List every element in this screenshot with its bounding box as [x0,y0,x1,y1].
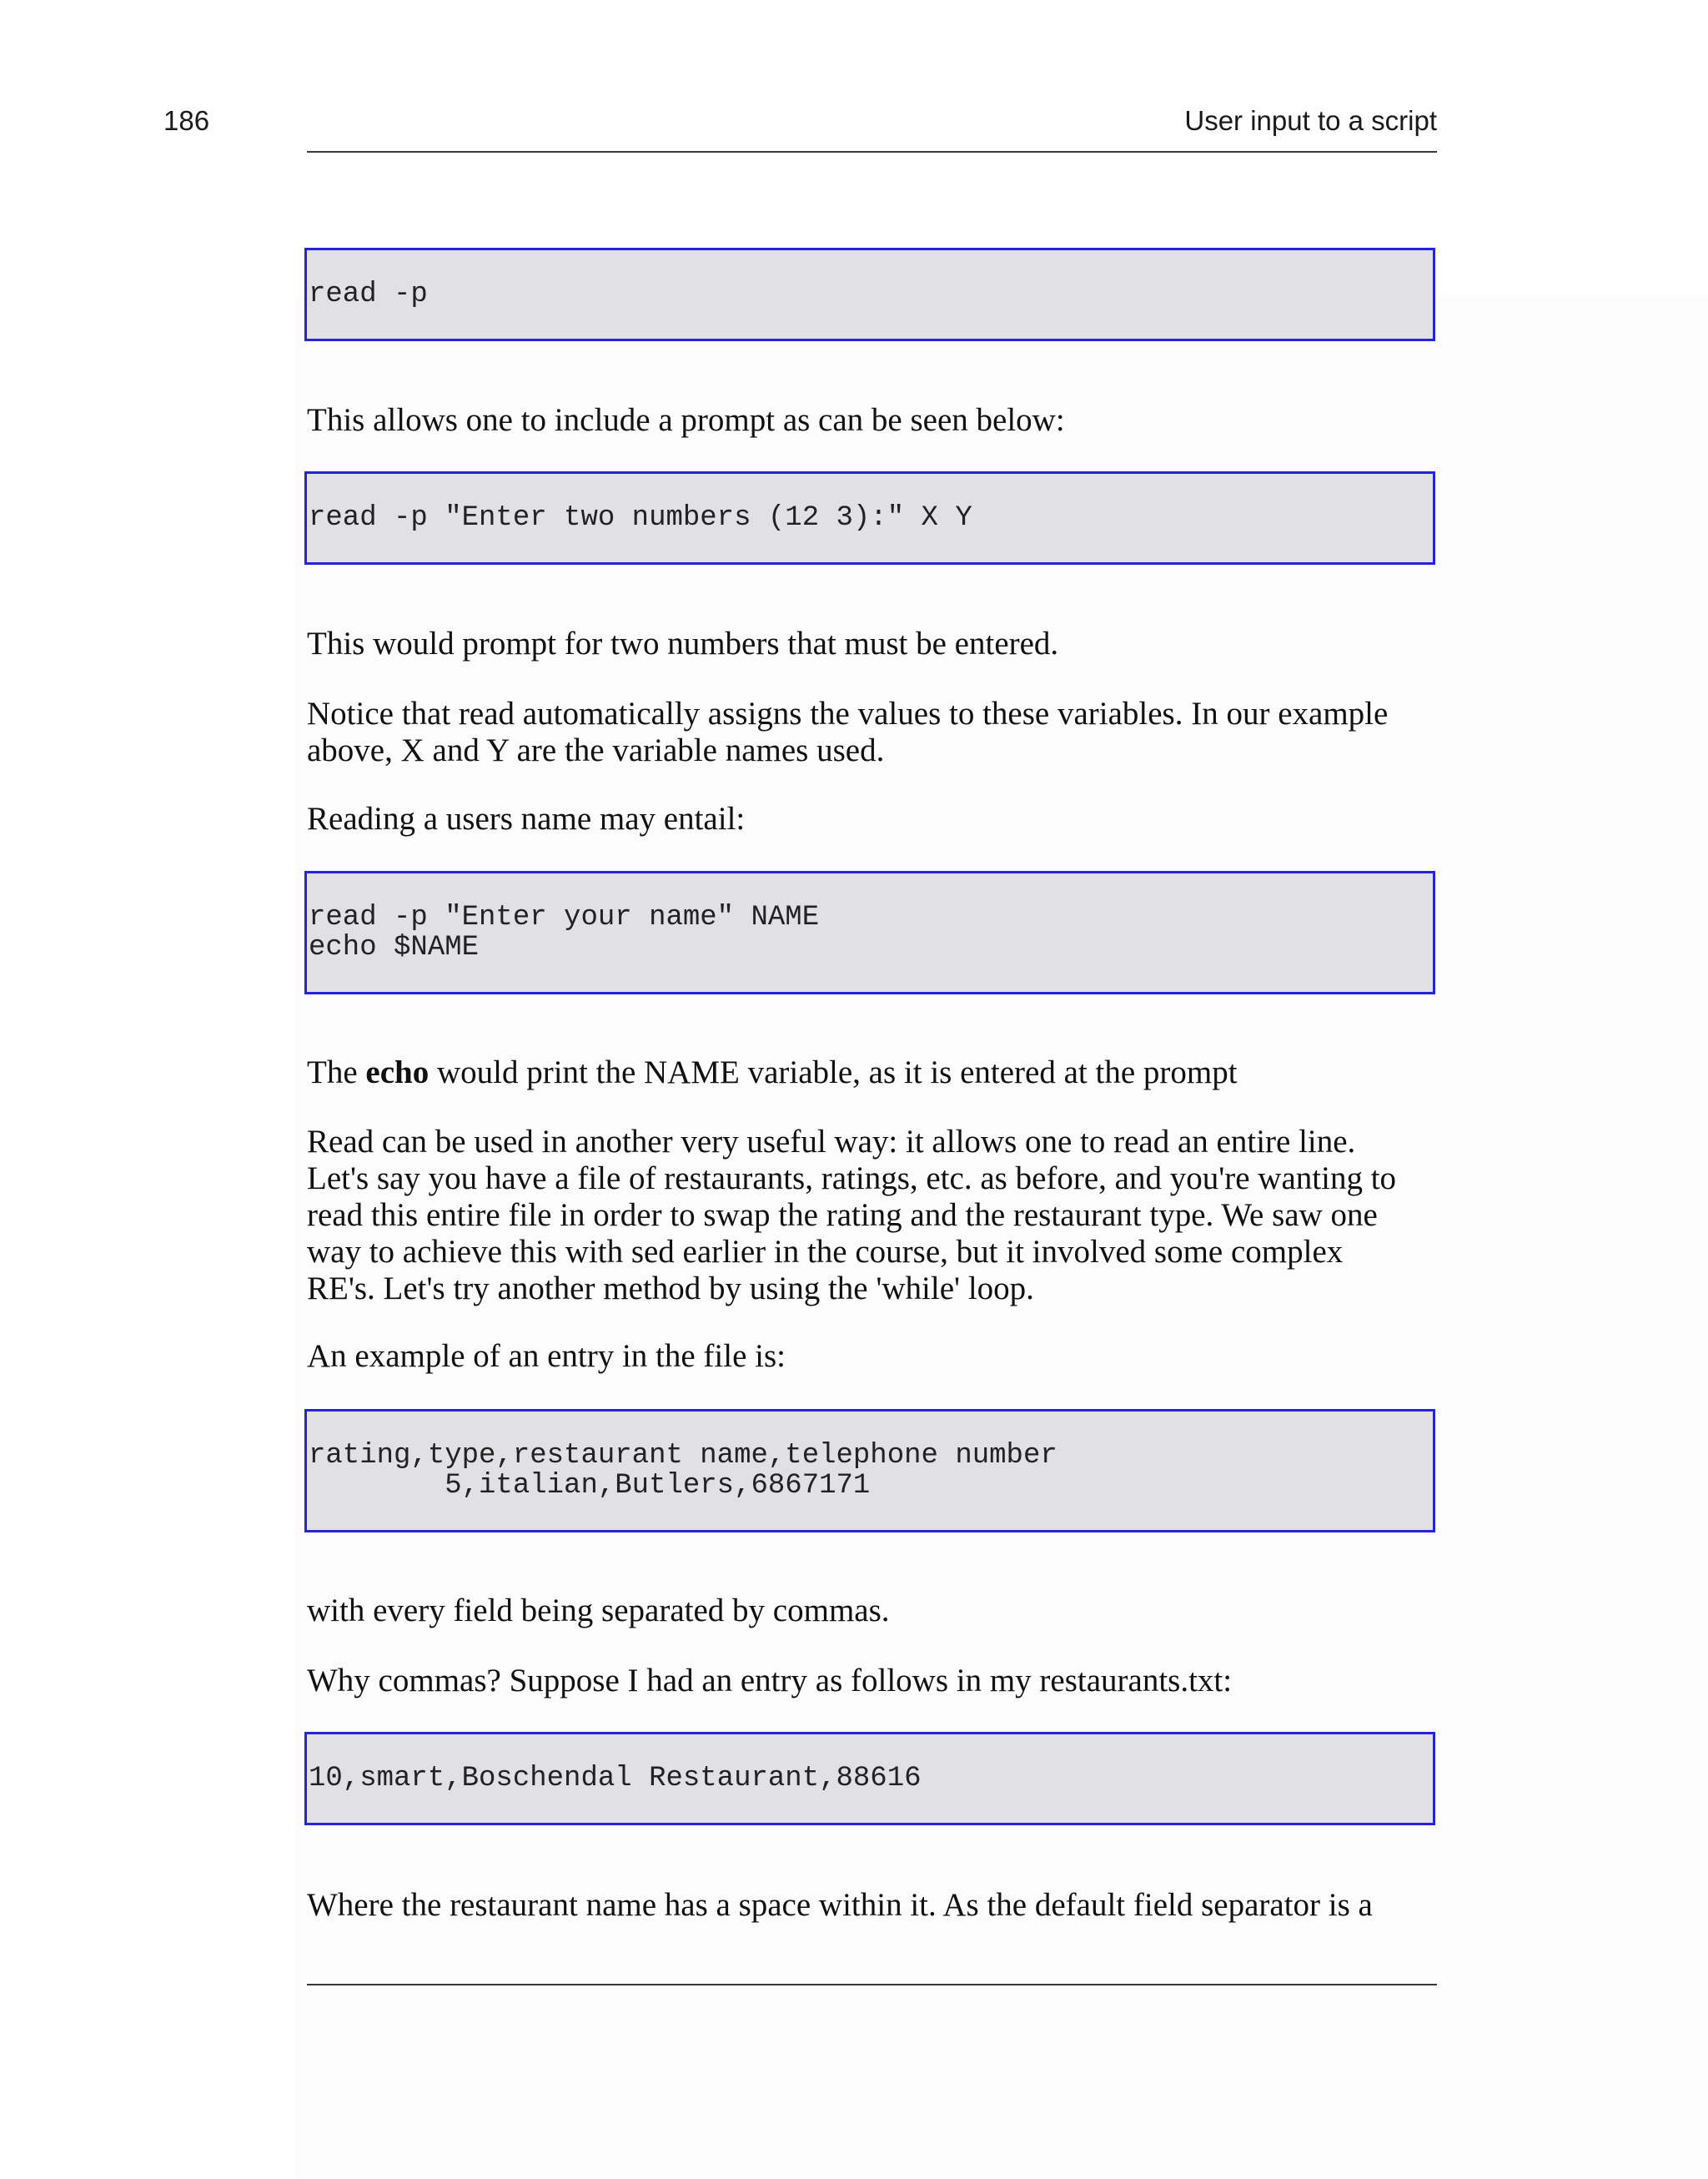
code-line: echo $NAME [309,932,480,964]
code-block-restaurant-entry [304,1732,1435,1825]
paragraph-line: Notice that read automatically assigns the values to these variables. In our example [307,696,1389,732]
paragraph-prompt-intro: This allows one to include a prompt as can be seen below: [307,402,1065,438]
paragraph-space-in-name: Where the restaurant name has a space within it. As the default field separator is a [307,1887,1373,1923]
header-rule [307,151,1437,153]
bold-term-echo: echo [365,1054,430,1090]
code-block-read-two-numbers [304,471,1435,565]
paragraph-prompt-two-numbers: This would prompt for two numbers that must be entered. [307,626,1059,662]
paragraph-comma-separated: with every field being separated by commas. [307,1593,890,1628]
code-line: read -p "Enter two numbers (12 3):" X Y [309,502,972,534]
paragraph-read-entire-line [307,1124,1441,1307]
paragraph-line: above, X and Y are the variable names used. [307,732,885,768]
code-line: 5,italian,Butlers,6867171 [309,1470,871,1502]
page-number: 186 [163,105,210,136]
code-line: read -p [309,279,428,310]
paragraph-line: Read can be used in another very useful way: it allows one to read an entire line. [307,1124,1356,1160]
code-block-read-p [304,248,1435,341]
paragraph-echo [307,1054,1441,1091]
running-title: User input to a script [1184,105,1437,136]
paragraph-line: RE's. Let's try another method by using the 'while' loop. [307,1271,1034,1306]
paragraph-reading-name: Reading a users name may entail: [307,801,746,837]
code-line: 10,smart,Boschendal Restaurant,88616 [309,1763,922,1794]
text-run: The [307,1054,366,1090]
code-block-read-name [304,871,1435,994]
paragraph-why-commas: Why commas? Suppose I had an entry as follows in my restaurants.txt: [307,1663,1233,1698]
text-run: would print the NAME variable, as it is entered at the prompt [429,1054,1238,1090]
paragraph-line: read this entire file in order to swap the rating and the restaurant type. We saw one [307,1197,1378,1233]
paragraph-line: Let's say you have a file of restaurants, ratings, etc. as before, and you're wanting to [307,1160,1397,1196]
paragraph-read-assigns [307,696,1441,769]
paragraph-line: way to achieve this with sed earlier in the course, but it involved some complex [307,1234,1344,1270]
code-line: read -p "Enter your name" NAME [309,902,820,933]
code-line: rating,type,restaurant name,telephone number [309,1440,1057,1472]
footer-rule [307,1984,1437,1985]
code-block-entry-format [304,1409,1435,1532]
paragraph-example-entry: An example of an entry in the file is: [307,1338,786,1374]
